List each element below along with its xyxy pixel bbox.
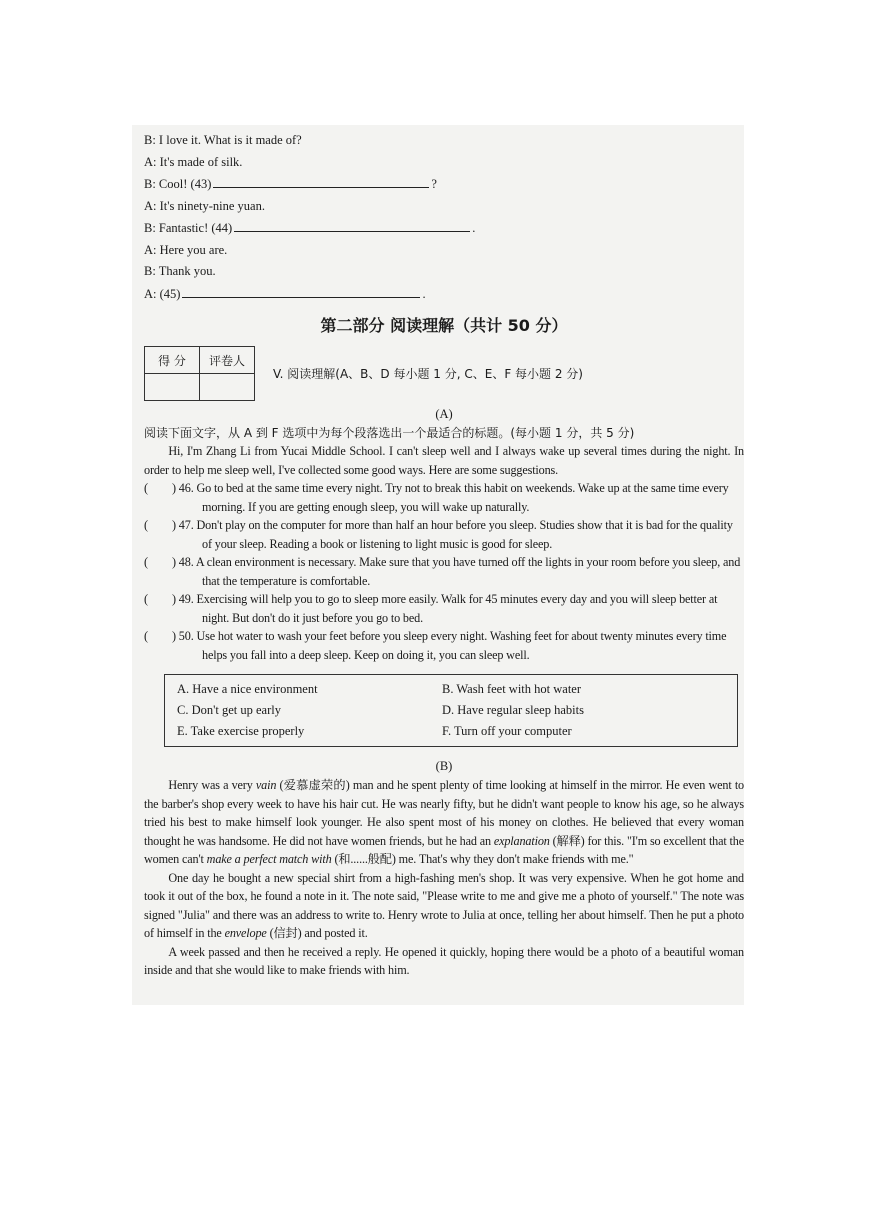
question-50: ( ) 50. Use hot water to wash your feet before you sleep every night. Washing feet for about twenty minutes every time helps you fall into a deep sleep. Keep on doing it, you can sleep well. (144, 627, 744, 664)
option-e: E. Take exercise properly (177, 724, 305, 738)
score-header: 得 分 (145, 347, 200, 374)
dialogue-line: A: Here you are. (144, 242, 228, 257)
section-a-intro: Hi, I'm Zhang Li from Yucai Middle School. I can't sleep well and I always wake up several times during the night. In order to help me sleep well, I've collected some good ways. Here are some suggestions. (144, 444, 744, 477)
dialogue-line: B: Fantastic! (44) . (144, 217, 744, 240)
grader-header: 评卷人 (200, 347, 255, 374)
grader-cell[interactable] (200, 374, 255, 401)
option-a: A. Have a nice environment (177, 682, 318, 696)
option-c: C. Don't get up early (177, 703, 281, 717)
answer-paren[interactable]: ( (144, 555, 148, 569)
answer-blank-44[interactable] (234, 217, 470, 232)
section-heading: V. 阅读理解(A、B、D 每小题 1 分, C、E、F 每小题 2 分) (273, 367, 583, 381)
question-47: ( ) 47. Don't play on the computer for more than half an hour before you sleep. Studies show that it is bad for the quality of your sleep. Reading a book or listening to light music is good for sleep. (144, 516, 744, 553)
options-box (164, 674, 738, 747)
answer-paren[interactable]: ( (144, 481, 148, 495)
option-d: D. Have regular sleep habits (442, 703, 584, 717)
question-49: ( ) 49. Exercising will help you to go to sleep more easily. Walk for 45 minutes every day and you will sleep better at night. But don't do it just before you go to bed. (144, 590, 744, 627)
dialogue-line: B: Thank you. (144, 264, 216, 278)
answer-paren[interactable]: ( (144, 629, 148, 643)
dialogue-line: A: It's made of silk. (144, 154, 243, 169)
dialogue-line: A: It's ninety-nine yuan. (144, 198, 265, 213)
answer-blank-43[interactable] (213, 173, 429, 188)
passage-paragraph-1: Henry was a very vain (爱慕虚荣的) man and he spent plenty of time looking at himself in the mirror. He even went to the barber's shop every week to have his hair cut. He was nearly fifty, but he didn't want people to know his age, so he always tried his best to make himself look younger. He also spent most of his money on clothes. He believed that every woman thought he was handsome. He did not have women friends, but he had an explanation (解释) for this. "I'm so excellent that the women can't make a perfect match with (和......般配) me. That's why they don't make friends with me." (144, 778, 744, 866)
answer-paren[interactable]: ( (144, 592, 148, 606)
dialogue-line: B: Cool! (43) ? (144, 173, 744, 196)
section-b-label: (B) (435, 759, 453, 773)
score-cell[interactable] (145, 374, 200, 401)
section-a-label: (A) (435, 407, 453, 421)
dialogue (144, 130, 744, 305)
passage-paragraph-2: One day he bought a new special shirt from a high-fashing men's shop. It was very expensive. When he got home and took it out of the box, he found a note in it. The note said, "Please write to me and give me a photo of yourself." The note was signed "Julia" and there was an address to write to. Henry wrote to Julia at once, telling her about himself. Then he put a photo of himself in the envelope (信封) and posted it. (144, 870, 744, 940)
question-list (144, 479, 744, 664)
passage-paragraph-3: A week passed and then he received a reply. He opened it quickly, hoping there would be a photo of a beautiful woman inside and that she would like to make friends with him. (144, 944, 744, 977)
score-row (144, 346, 744, 401)
answer-paren[interactable]: ( (144, 518, 148, 532)
answer-blank-45[interactable] (182, 283, 420, 298)
score-table (144, 346, 255, 401)
option-b: B. Wash feet with hot water (442, 682, 582, 696)
dialogue-line: A: (45) . (144, 283, 744, 306)
question-48: ( ) 48. A clean environment is necessary. Make sure that you have turned off the lights in your room before you sleep, and that the temperature is comfortable. (144, 553, 744, 590)
option-f: F. Turn off your computer (442, 724, 572, 738)
question-46: ( ) 46. Go to bed at the same time every night. Try not to break this habit on weekends. Wake up at the same time every morning. If you are getting enough sleep, you will wake up naturally. (144, 479, 744, 516)
exam-content (144, 130, 744, 980)
dialogue-line: B: I love it. What is it made of? (144, 133, 302, 147)
part-title: 第二部分 阅读理解（共计 50 分） (320, 316, 568, 335)
section-a-instruction: 阅读下面文字，从 A 到 F 选项中为每个段落选出一个最适合的标题。(每小题 1 分，共 5 分) (144, 426, 635, 440)
